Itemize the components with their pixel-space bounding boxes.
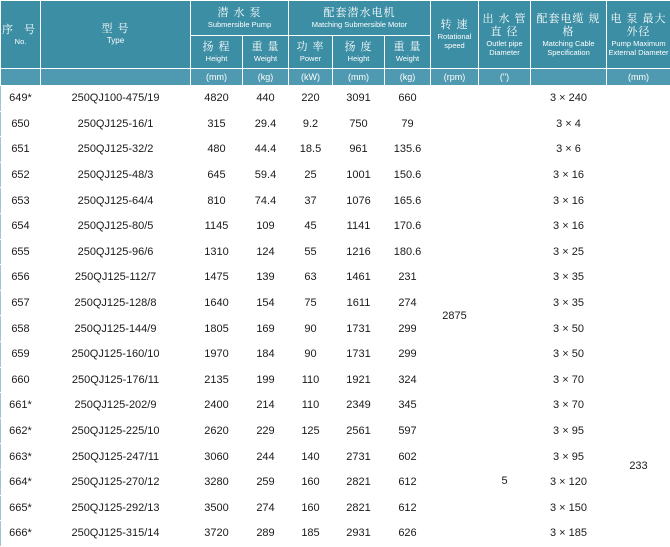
cell-motor-power: 55 (289, 239, 333, 265)
cell-pump-weight: 139 (243, 265, 289, 291)
cell-motor-weight: 231 (385, 265, 431, 291)
cell-motor-height: 1461 (333, 265, 385, 291)
cell-type: 250QJ125-270/12 (41, 469, 191, 495)
cell-motor-height: 2931 (333, 521, 385, 547)
cell-cable-spec: 3 × 185 (531, 521, 607, 547)
cell-serial: 657 (1, 290, 41, 316)
table-row (1, 188, 670, 214)
cell-motor-power: 160 (289, 495, 333, 521)
cell-cable-spec: 3 × 120 (531, 469, 607, 495)
cell-cable-spec: 3 × 70 (531, 393, 607, 419)
unit-type (41, 69, 191, 86)
cell-pump-weight: 44.4 (243, 137, 289, 163)
cell-cable-spec: 3 × 70 (531, 367, 607, 393)
cell-pump-weight: 29.4 (243, 111, 289, 137)
cell-motor-power: 75 (289, 290, 333, 316)
cell-motor-height: 2731 (333, 444, 385, 470)
cell-pump-weight: 109 (243, 213, 289, 239)
cell-motor-height: 961 (333, 137, 385, 163)
cell-serial: 652 (1, 162, 41, 188)
cell-cable-spec: 3 × 16 (531, 162, 607, 188)
cell-type: 250QJ125-315/14 (41, 521, 191, 547)
cell-cable-spec: 3 × 240 (531, 86, 607, 112)
unit-speed: (rpm) (431, 69, 479, 86)
cell-type: 250QJ125-176/11 (41, 367, 191, 393)
col-group-diameter: 电 泵 最大外径 Pump Maximum External Diameter (607, 1, 670, 69)
cell-motor-power: 18.5 (289, 137, 333, 163)
cell-pump-weight: 184 (243, 341, 289, 367)
cell-type: 250QJ125-48/3 (41, 162, 191, 188)
table-row (1, 418, 670, 444)
cell-motor-height: 2349 (333, 393, 385, 419)
table-row (1, 495, 670, 521)
cell-pump-head: 2620 (191, 418, 243, 444)
cell-motor-power: 90 (289, 316, 333, 342)
cell-motor-weight: 180.6 (385, 239, 431, 265)
table-row (1, 111, 670, 137)
cell-motor-weight: 150.6 (385, 162, 431, 188)
cell-motor-power: 185 (289, 521, 333, 547)
cell-serial: 651 (1, 137, 41, 163)
cell-pump-weight: 440 (243, 86, 289, 112)
cell-motor-power: 220 (289, 86, 333, 112)
cell-serial: 654 (1, 213, 41, 239)
cell-cable-spec: 3 × 6 (531, 137, 607, 163)
cell-serial: 661* (1, 393, 41, 419)
cell-pump-head: 3500 (191, 495, 243, 521)
col-group-speed: 转 速 Rotational speed (431, 1, 479, 69)
cell-cable-spec: 3 × 4 (531, 111, 607, 137)
cell-cable-spec: 3 × 150 (531, 495, 607, 521)
cell-pump-head: 645 (191, 162, 243, 188)
cell-cable-spec: 3 × 50 (531, 316, 607, 342)
cell-pump-weight: 244 (243, 444, 289, 470)
cell-pump-weight: 74.4 (243, 188, 289, 214)
cell-pump-weight: 274 (243, 495, 289, 521)
cell-pump-head: 2135 (191, 367, 243, 393)
header-group-row (1, 1, 670, 36)
unit-diameter: (mm) (607, 69, 670, 86)
cell-motor-height: 1076 (333, 188, 385, 214)
table-body (1, 86, 670, 547)
cell-type: 250QJ125-16/1 (41, 111, 191, 137)
table-row (1, 86, 670, 112)
cell-pump-head: 1310 (191, 239, 243, 265)
cell-pump-head: 1640 (191, 290, 243, 316)
unit-motor-power: (kW) (289, 69, 333, 86)
cell-type: 250QJ125-112/7 (41, 265, 191, 291)
cell-motor-power: 125 (289, 418, 333, 444)
cell-type: 250QJ125-32/2 (41, 137, 191, 163)
cell-motor-height: 750 (333, 111, 385, 137)
cell-motor-power: 25 (289, 162, 333, 188)
cell-motor-height: 1001 (333, 162, 385, 188)
cell-motor-power: 9.2 (289, 111, 333, 137)
col-group-pump: 潜 水 泵 Submersible Pump (191, 1, 289, 36)
cell-motor-weight: 299 (385, 341, 431, 367)
col-group-motor: 配套潜水电机 Matching Submersible Motor (289, 1, 431, 36)
cell-cable-spec: 3 × 16 (531, 213, 607, 239)
table-row (1, 290, 670, 316)
cell-cable-spec: 3 × 25 (531, 239, 607, 265)
cell-pump-weight: 259 (243, 469, 289, 495)
table-row (1, 265, 670, 291)
cell-motor-power: 37 (289, 188, 333, 214)
cell-serial: 658 (1, 316, 41, 342)
cell-pump-weight: 59.4 (243, 162, 289, 188)
cell-pump-head: 3720 (191, 521, 243, 547)
unit-cable (531, 69, 607, 86)
cell-pump-head: 810 (191, 188, 243, 214)
cell-outlet-diameter: 5 (479, 86, 531, 547)
cell-pump-weight: 214 (243, 393, 289, 419)
cell-motor-height: 1216 (333, 239, 385, 265)
cell-motor-weight: 170.6 (385, 213, 431, 239)
table-row (1, 316, 670, 342)
cell-motor-power: 63 (289, 265, 333, 291)
cell-type: 250QJ125-160/10 (41, 341, 191, 367)
cell-motor-height: 1921 (333, 367, 385, 393)
cell-pump-head: 1145 (191, 213, 243, 239)
cell-serial: 655 (1, 239, 41, 265)
cell-cable-spec: 3 × 35 (531, 265, 607, 291)
table-row (1, 367, 670, 393)
table-row (1, 469, 670, 495)
cell-pump-head: 1805 (191, 316, 243, 342)
col-sub-pump-head: 扬 程 Height (191, 36, 243, 69)
cell-serial: 665* (1, 495, 41, 521)
cell-pump-head: 3280 (191, 469, 243, 495)
cell-serial: 659 (1, 341, 41, 367)
cell-motor-weight: 602 (385, 444, 431, 470)
cell-motor-weight: 274 (385, 290, 431, 316)
cell-motor-power: 140 (289, 444, 333, 470)
cell-motor-height: 3091 (333, 86, 385, 112)
table-row (1, 137, 670, 163)
table-row (1, 162, 670, 188)
cell-motor-height: 1731 (333, 316, 385, 342)
header-unit-row (1, 69, 670, 86)
cell-pump-head: 2400 (191, 393, 243, 419)
cell-type: 250QJ125-202/9 (41, 393, 191, 419)
cell-motor-height: 1141 (333, 213, 385, 239)
table-row (1, 213, 670, 239)
cell-pump-head: 1970 (191, 341, 243, 367)
cell-serial: 649* (1, 86, 41, 112)
cell-motor-weight: 612 (385, 495, 431, 521)
cell-motor-power: 160 (289, 469, 333, 495)
cell-type: 250QJ125-225/10 (41, 418, 191, 444)
cell-motor-weight: 612 (385, 469, 431, 495)
cell-motor-weight: 79 (385, 111, 431, 137)
cell-motor-weight: 660 (385, 86, 431, 112)
cell-motor-weight: 597 (385, 418, 431, 444)
cell-motor-power: 45 (289, 213, 333, 239)
col-group-type: 型 号 Type (41, 1, 191, 69)
cell-pump-weight: 229 (243, 418, 289, 444)
cell-type: 250QJ125-64/4 (41, 188, 191, 214)
cell-pump-weight: 289 (243, 521, 289, 547)
cell-cable-spec: 3 × 16 (531, 188, 607, 214)
col-group-outlet: 出 水 管 直 径 Outlet pipe Diameter (479, 1, 531, 69)
cell-motor-power: 110 (289, 367, 333, 393)
cell-type: 250QJ125-80/5 (41, 213, 191, 239)
cell-motor-weight: 299 (385, 316, 431, 342)
table-row (1, 341, 670, 367)
table-row (1, 521, 670, 547)
cell-pump-weight: 124 (243, 239, 289, 265)
cell-motor-height: 1611 (333, 290, 385, 316)
cell-type: 250QJ125-128/8 (41, 290, 191, 316)
cell-motor-height: 2561 (333, 418, 385, 444)
cell-type: 250QJ100-475/19 (41, 86, 191, 112)
cell-pump-head: 3060 (191, 444, 243, 470)
cell-pump-head: 315 (191, 111, 243, 137)
table-row (1, 393, 670, 419)
cell-serial: 660 (1, 367, 41, 393)
cell-type: 250QJ125-247/11 (41, 444, 191, 470)
unit-motor-weight: (kg) (385, 69, 431, 86)
unit-motor-height: (mm) (333, 69, 385, 86)
cell-cable-spec: 3 × 35 (531, 290, 607, 316)
unit-pump-weight: (kg) (243, 69, 289, 86)
cell-pump-head: 480 (191, 137, 243, 163)
cell-type: 250QJ125-292/13 (41, 495, 191, 521)
cell-pump-head: 4820 (191, 86, 243, 112)
cell-pump-weight: 199 (243, 367, 289, 393)
cell-serial: 666* (1, 521, 41, 547)
cell-serial: 653 (1, 188, 41, 214)
unit-serial (1, 69, 41, 86)
unit-pump-head: (mm) (191, 69, 243, 86)
cell-pump-head: 1475 (191, 265, 243, 291)
cell-motor-height: 2821 (333, 495, 385, 521)
cell-rotational-speed: 2875 (431, 86, 479, 547)
cell-type: 250QJ125-144/9 (41, 316, 191, 342)
col-sub-pump-weight: 重 量 Weight (243, 36, 289, 69)
cell-motor-weight: 626 (385, 521, 431, 547)
cell-pump-weight: 154 (243, 290, 289, 316)
cell-serial: 663* (1, 444, 41, 470)
col-group-serial: 序 号 No. (1, 1, 41, 69)
col-group-cable: 配套电缆 规 格 Matching Cable Specification (531, 1, 607, 69)
cell-serial: 650 (1, 111, 41, 137)
cell-pump-weight: 169 (243, 316, 289, 342)
cell-motor-weight: 165.6 (385, 188, 431, 214)
cell-motor-weight: 324 (385, 367, 431, 393)
cell-cable-spec: 3 × 95 (531, 444, 607, 470)
cell-motor-weight: 135.6 (385, 137, 431, 163)
cell-cable-spec: 3 × 95 (531, 418, 607, 444)
col-sub-motor-weight: 重 量 Weight (385, 36, 431, 69)
cell-type: 250QJ125-96/6 (41, 239, 191, 265)
cell-cable-spec: 3 × 50 (531, 341, 607, 367)
cell-motor-height: 1731 (333, 341, 385, 367)
table-row (1, 239, 670, 265)
col-sub-motor-power: 功 率 Power (289, 36, 333, 69)
cell-motor-height: 2821 (333, 469, 385, 495)
cell-serial: 662* (1, 418, 41, 444)
cell-max-external-diameter: 233 (607, 86, 670, 547)
cell-motor-weight: 345 (385, 393, 431, 419)
col-sub-motor-height: 扬 度 Height (333, 36, 385, 69)
unit-outlet: (") (479, 69, 531, 86)
cell-motor-power: 90 (289, 341, 333, 367)
table-row (1, 444, 670, 470)
cell-serial: 656 (1, 265, 41, 291)
cell-serial: 664* (1, 469, 41, 495)
cell-motor-power: 110 (289, 393, 333, 419)
